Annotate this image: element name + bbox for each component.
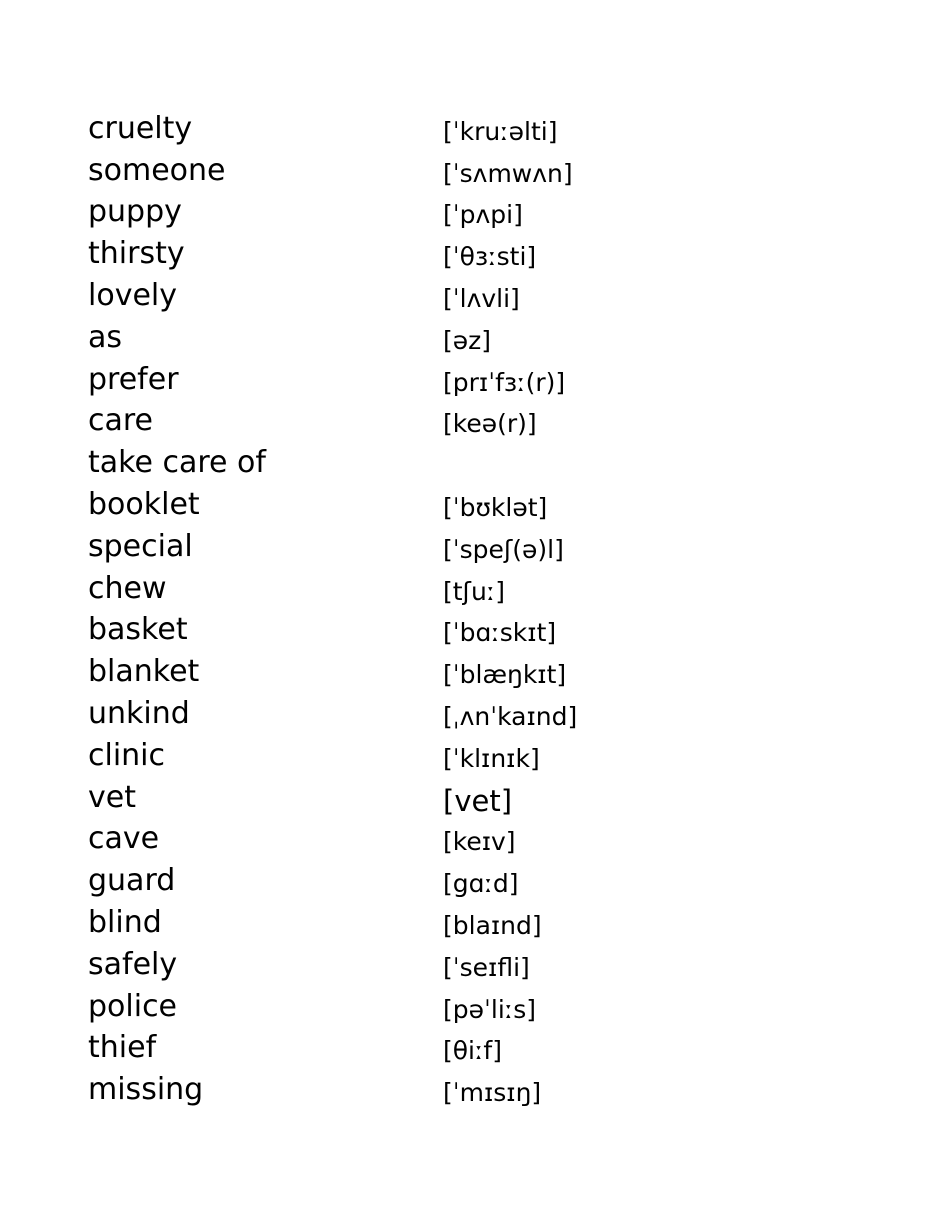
vocab-row (88, 111, 648, 153)
vocab-word: missing (88, 1072, 204, 1108)
vocab-pronunciation: [ˈspeʃ(ə)l] (443, 534, 564, 564)
vocabulary-list (88, 111, 648, 1114)
vocab-word: as (88, 319, 123, 355)
vocab-word: booklet (88, 486, 200, 522)
vocab-pronunciation: [ˈlʌvli] (443, 283, 520, 313)
vocab-row (88, 195, 648, 237)
vocab-row (88, 1031, 648, 1073)
vocab-pronunciation: [tʃuː] (443, 576, 505, 606)
vocab-row (88, 404, 648, 446)
vocab-pronunciation: [ˈbʊklət] (443, 492, 548, 522)
vocab-pronunciation: [ˈsʌmwʌn] (443, 158, 573, 188)
vocab-word: blind (88, 904, 162, 940)
vocab-row (88, 989, 648, 1031)
vocab-row (88, 320, 648, 362)
vocab-word: take care of (88, 445, 266, 481)
vocab-row (88, 571, 648, 613)
vocab-pronunciation: [ˈmɪsɪŋ] (443, 1078, 542, 1108)
vocab-word: blanket (88, 654, 200, 690)
vocab-word: chew (88, 570, 167, 606)
vocab-pronunciation: [θiːf] (443, 1036, 502, 1066)
vocab-word: thief (88, 1030, 157, 1066)
vocab-row (88, 236, 648, 278)
vocab-row (88, 278, 648, 320)
vocab-row (88, 780, 648, 822)
vocab-row (88, 362, 648, 404)
vocab-word: someone (88, 152, 226, 188)
vocab-word: puppy (88, 194, 182, 230)
vocab-word: clinic (88, 737, 166, 773)
vocab-pronunciation: [ˈpʌpi] (443, 200, 523, 230)
vocab-row (88, 696, 648, 738)
vocab-word: safely (88, 946, 178, 982)
vocab-pronunciation: [pəˈliːs] (443, 994, 536, 1024)
vocab-row (88, 947, 648, 989)
vocab-row (88, 445, 648, 487)
vocab-word: cave (88, 821, 160, 857)
vocab-pronunciation: [ˈθɜːsti] (443, 242, 537, 272)
vocab-word: thirsty (88, 236, 185, 272)
vocab-pronunciation: [keɪv] (443, 827, 516, 857)
vocab-word: special (88, 528, 193, 564)
vocab-pronunciation: [blaɪnd] (443, 910, 542, 940)
vocab-row (88, 613, 648, 655)
vocab-word: lovely (88, 277, 177, 313)
vocab-pronunciation: [keə(r)] (443, 409, 537, 439)
vocab-word: guard (88, 863, 176, 899)
vocab-pronunciation: [vet] (443, 783, 513, 818)
vocab-pronunciation: [ˌʌnˈkaɪnd] (443, 701, 578, 731)
vocab-row (88, 654, 648, 696)
vocab-row (88, 153, 648, 195)
vocab-row (88, 863, 648, 905)
vocab-pronunciation: [ˈklɪnɪk] (443, 743, 540, 773)
vocab-pronunciation: [ˈkruːəlti] (443, 116, 558, 146)
vocab-row (88, 1072, 648, 1114)
vocab-word: cruelty (88, 110, 193, 146)
vocab-word: basket (88, 612, 188, 648)
vocab-pronunciation: [ˈseɪfli] (443, 952, 530, 982)
vocab-pronunciation: [ˈbɑːskɪt] (443, 618, 557, 648)
vocab-word: vet (88, 779, 136, 815)
vocab-row (88, 487, 648, 529)
vocab-row (88, 822, 648, 864)
vocab-pronunciation: [gɑːd] (443, 869, 519, 899)
vocab-word: prefer (88, 361, 179, 397)
vocab-pronunciation: [prɪˈfɜː(r)] (443, 367, 566, 397)
vocab-row (88, 529, 648, 571)
vocab-pronunciation: [ˈblæŋkɪt] (443, 660, 567, 690)
vocab-row (88, 905, 648, 947)
vocab-word: police (88, 988, 178, 1024)
vocab-word: unkind (88, 695, 190, 731)
vocab-word: care (88, 403, 154, 439)
vocab-pronunciation: [əz] (443, 325, 492, 355)
vocab-row (88, 738, 648, 780)
